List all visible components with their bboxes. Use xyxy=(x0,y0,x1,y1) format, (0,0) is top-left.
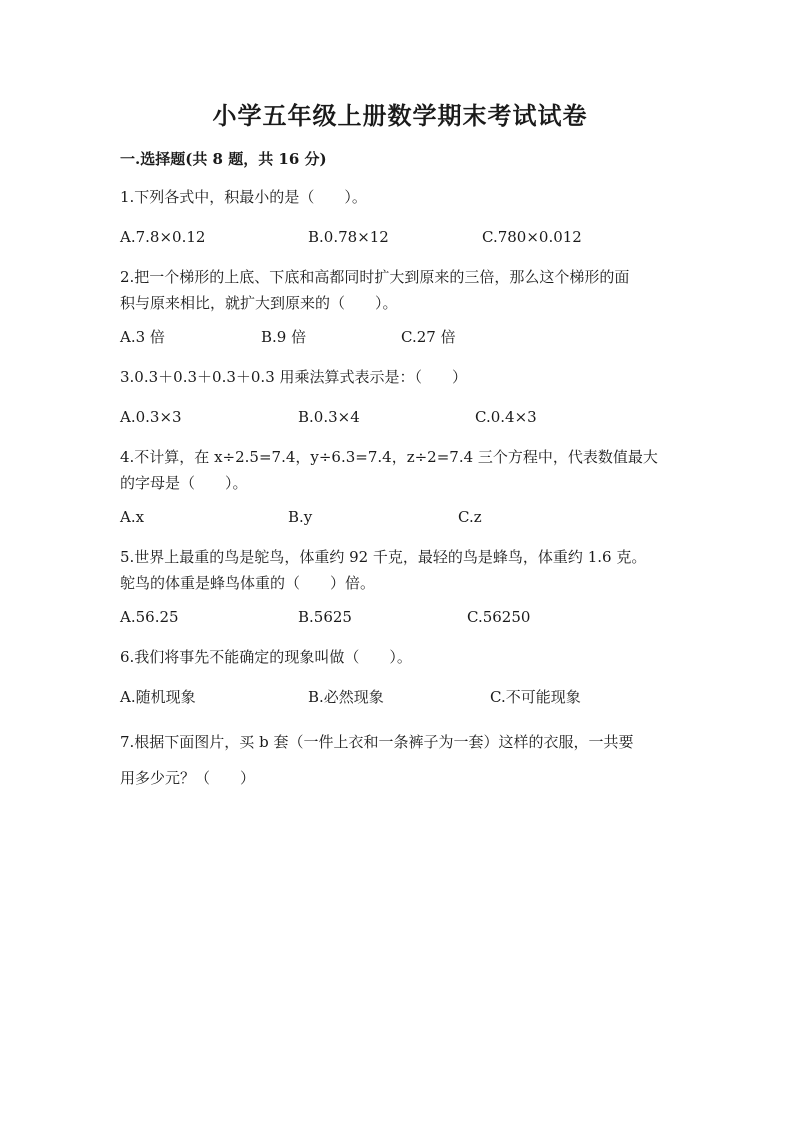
option-b: B.必然现象 xyxy=(308,688,384,706)
question-text-line: 积与原来相比，就扩大到原来的（ ）。 xyxy=(120,294,398,312)
option-a: A.7.8×0.12 xyxy=(120,228,206,246)
question-7 xyxy=(120,724,680,796)
option-a: A.3 倍 xyxy=(120,328,165,346)
question-2-options xyxy=(120,324,680,350)
option-c: C.0.4×3 xyxy=(475,408,537,426)
option-c: C.不可能现象 xyxy=(490,688,581,706)
option-c: C.56250 xyxy=(467,608,531,626)
option-c: C.27 倍 xyxy=(401,328,456,346)
section-heading: 一.选择题(共 8 题，共 16 分) xyxy=(120,150,327,168)
option-a: A.0.3×3 xyxy=(120,408,182,426)
question-text-line: 5.世界上最重的鸟是鸵鸟，体重约 92 千克，最轻的鸟是蜂鸟，体重约 1.6 克。 xyxy=(120,548,647,566)
option-a: A.56.25 xyxy=(120,608,179,626)
question-6 xyxy=(120,644,680,670)
question-3 xyxy=(120,364,680,390)
question-text-line: 的字母是（ ）。 xyxy=(120,474,248,492)
question-5-options xyxy=(120,604,680,630)
question-text-line: 1.下列各式中，积最小的是（ ）。 xyxy=(120,188,367,206)
question-1-options xyxy=(120,224,680,250)
option-a: A.x xyxy=(120,508,145,526)
question-text-line: 6.我们将事先不能确定的现象叫做（ ）。 xyxy=(120,648,412,666)
option-b: B.9 倍 xyxy=(261,328,307,346)
question-3-options xyxy=(120,404,680,430)
option-a: A.随机现象 xyxy=(120,688,196,706)
question-4-options xyxy=(120,504,680,530)
question-2 xyxy=(120,264,680,316)
question-1 xyxy=(120,184,680,210)
question-text-line: 7.根据下面图片，买 b 套（一件上衣和一条裤子为一套）这样的衣服，一共要 xyxy=(120,733,634,751)
option-b: B.y xyxy=(288,508,313,526)
question-5 xyxy=(120,544,680,596)
question-4 xyxy=(120,444,680,496)
option-c: C.780×0.012 xyxy=(482,228,582,246)
question-text-line: 鸵鸟的体重是蜂鸟体重的（ ）倍。 xyxy=(120,574,376,592)
page-title: 小学五年级上册数学期末考试试卷 xyxy=(212,101,588,130)
option-c: C.z xyxy=(458,508,482,526)
option-b: B.0.78×12 xyxy=(308,228,389,246)
question-6-options xyxy=(120,684,680,710)
question-text-line: 4.不计算，在 x÷2.5=7.4，y÷6.3=7.4，z÷2=7.4 三个方程中，代表数值最大 xyxy=(120,448,658,466)
option-b: B.0.3×4 xyxy=(298,408,360,426)
question-text-line: 用多少元？（ ） xyxy=(120,769,256,787)
question-text-line: 3.0.3＋0.3＋0.3＋0.3 用乘法算式表示是：（ ） xyxy=(120,368,468,386)
option-b: B.5625 xyxy=(298,608,352,626)
question-text-line: 2.把一个梯形的上底、下底和高都同时扩大到原来的三倍，那么这个梯形的面 xyxy=(120,268,630,286)
